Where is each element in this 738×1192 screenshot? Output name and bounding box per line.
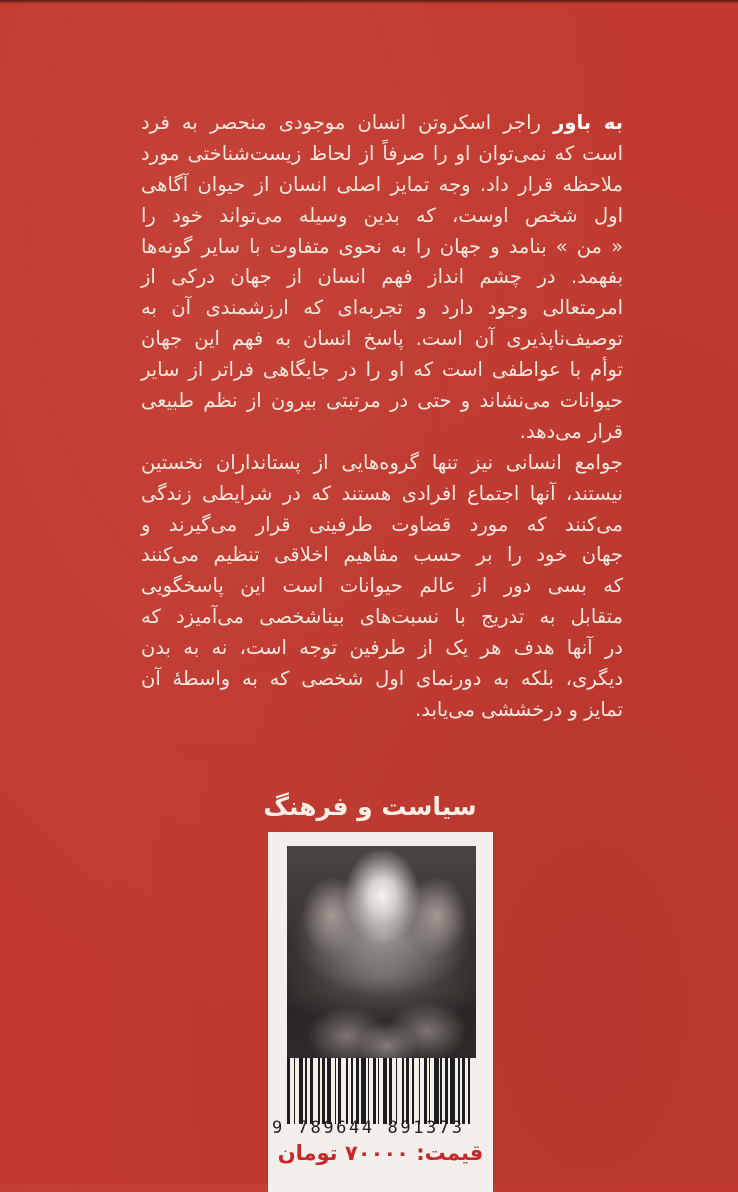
blurb-line: به باور راجر اسکروتن انسان موجودی منحصر به فرد xyxy=(141,111,623,134)
blurb-paragraph-2 xyxy=(141,448,623,726)
blurb-line: امرمتعالی وجود دارد و تجربه‌ای که ارزشمندی آن به xyxy=(141,296,623,320)
top-edge-shadow xyxy=(0,0,738,4)
blurb-line: تمایز و درخششی می‌یابد. xyxy=(415,697,623,721)
blurb-line: دیگری، بلکه به دورنمای اول شخصی که به واسطهٔ آن xyxy=(141,667,623,691)
blurb-line: حیوانات می‌نشاند و حتی در مرتبتی بیرون از نظم طبیعی xyxy=(141,389,623,413)
blurb-line: جوامع انسانی نیز تنها گروه‌هایی از پستانداران نخستین xyxy=(141,450,623,474)
blurb-line: نیستند، آنها اجتماع افرادی هستند که در شرایطی زندگی xyxy=(141,481,623,505)
blurb-line: که بسی دور از عالم حیوانات است این پاسخگویی xyxy=(141,574,623,598)
lead-word: به باور xyxy=(553,111,623,134)
blurb-line: توصیف‌ناپذیری آن است. پاسخ انسان به فهم این جهان xyxy=(141,327,623,351)
blurb-line: در آنها هدف هر یک از طرفین توجه است، نه به بدن xyxy=(141,636,623,660)
price-label: قیمت: ۷۰۰۰۰ تومان xyxy=(277,1141,484,1165)
blurb-line: بفهمد. در چشم انداز فهم انسان از جهان درکی از xyxy=(141,265,623,289)
blurb-line: « من » بنامد و جهان را به نحوی متفاوت با سایر گونه‌ها xyxy=(141,234,623,258)
series-title: سیاست و فرهنگ xyxy=(263,792,477,821)
back-cover-blurb xyxy=(141,108,623,726)
blurb-line: است که نمی‌توان او را صرفاً از لحاظ زیست‌شناختی مورد xyxy=(141,141,623,165)
blurb-line: توأم با عواطفی است که او را در جایگاهی فراتر از سایر xyxy=(141,358,623,382)
isbn-barcode xyxy=(287,1058,476,1124)
barcode-space xyxy=(470,1058,473,1124)
blurb-line: قرار می‌دهد. xyxy=(519,419,623,443)
blurb-paragraph-1 xyxy=(141,108,623,448)
blurb-line: اول شخص اوست، که بدین وسیله می‌تواند خود را xyxy=(141,203,623,227)
blurb-line: متقابل به تدریج با نسبت‌های بیناشخصی می‌آمیزد که xyxy=(141,605,623,629)
blurb-line: جهان خود را بر حسب مفاهیم اخلاقی تنظیم می‌کنند xyxy=(141,543,623,567)
blurb-line: می‌کنند که مورد قضاوت طرفینی قرار می‌گیرند و xyxy=(141,512,623,536)
artwork-image xyxy=(287,846,476,1058)
isbn-digits: 9 789644 891373 xyxy=(272,1118,465,1138)
blurb-line: ملاحظه قرار داد. وجه تمایز اصلی انسان از حیوان آگاهی xyxy=(141,172,623,196)
cover-info-card xyxy=(268,832,493,1192)
